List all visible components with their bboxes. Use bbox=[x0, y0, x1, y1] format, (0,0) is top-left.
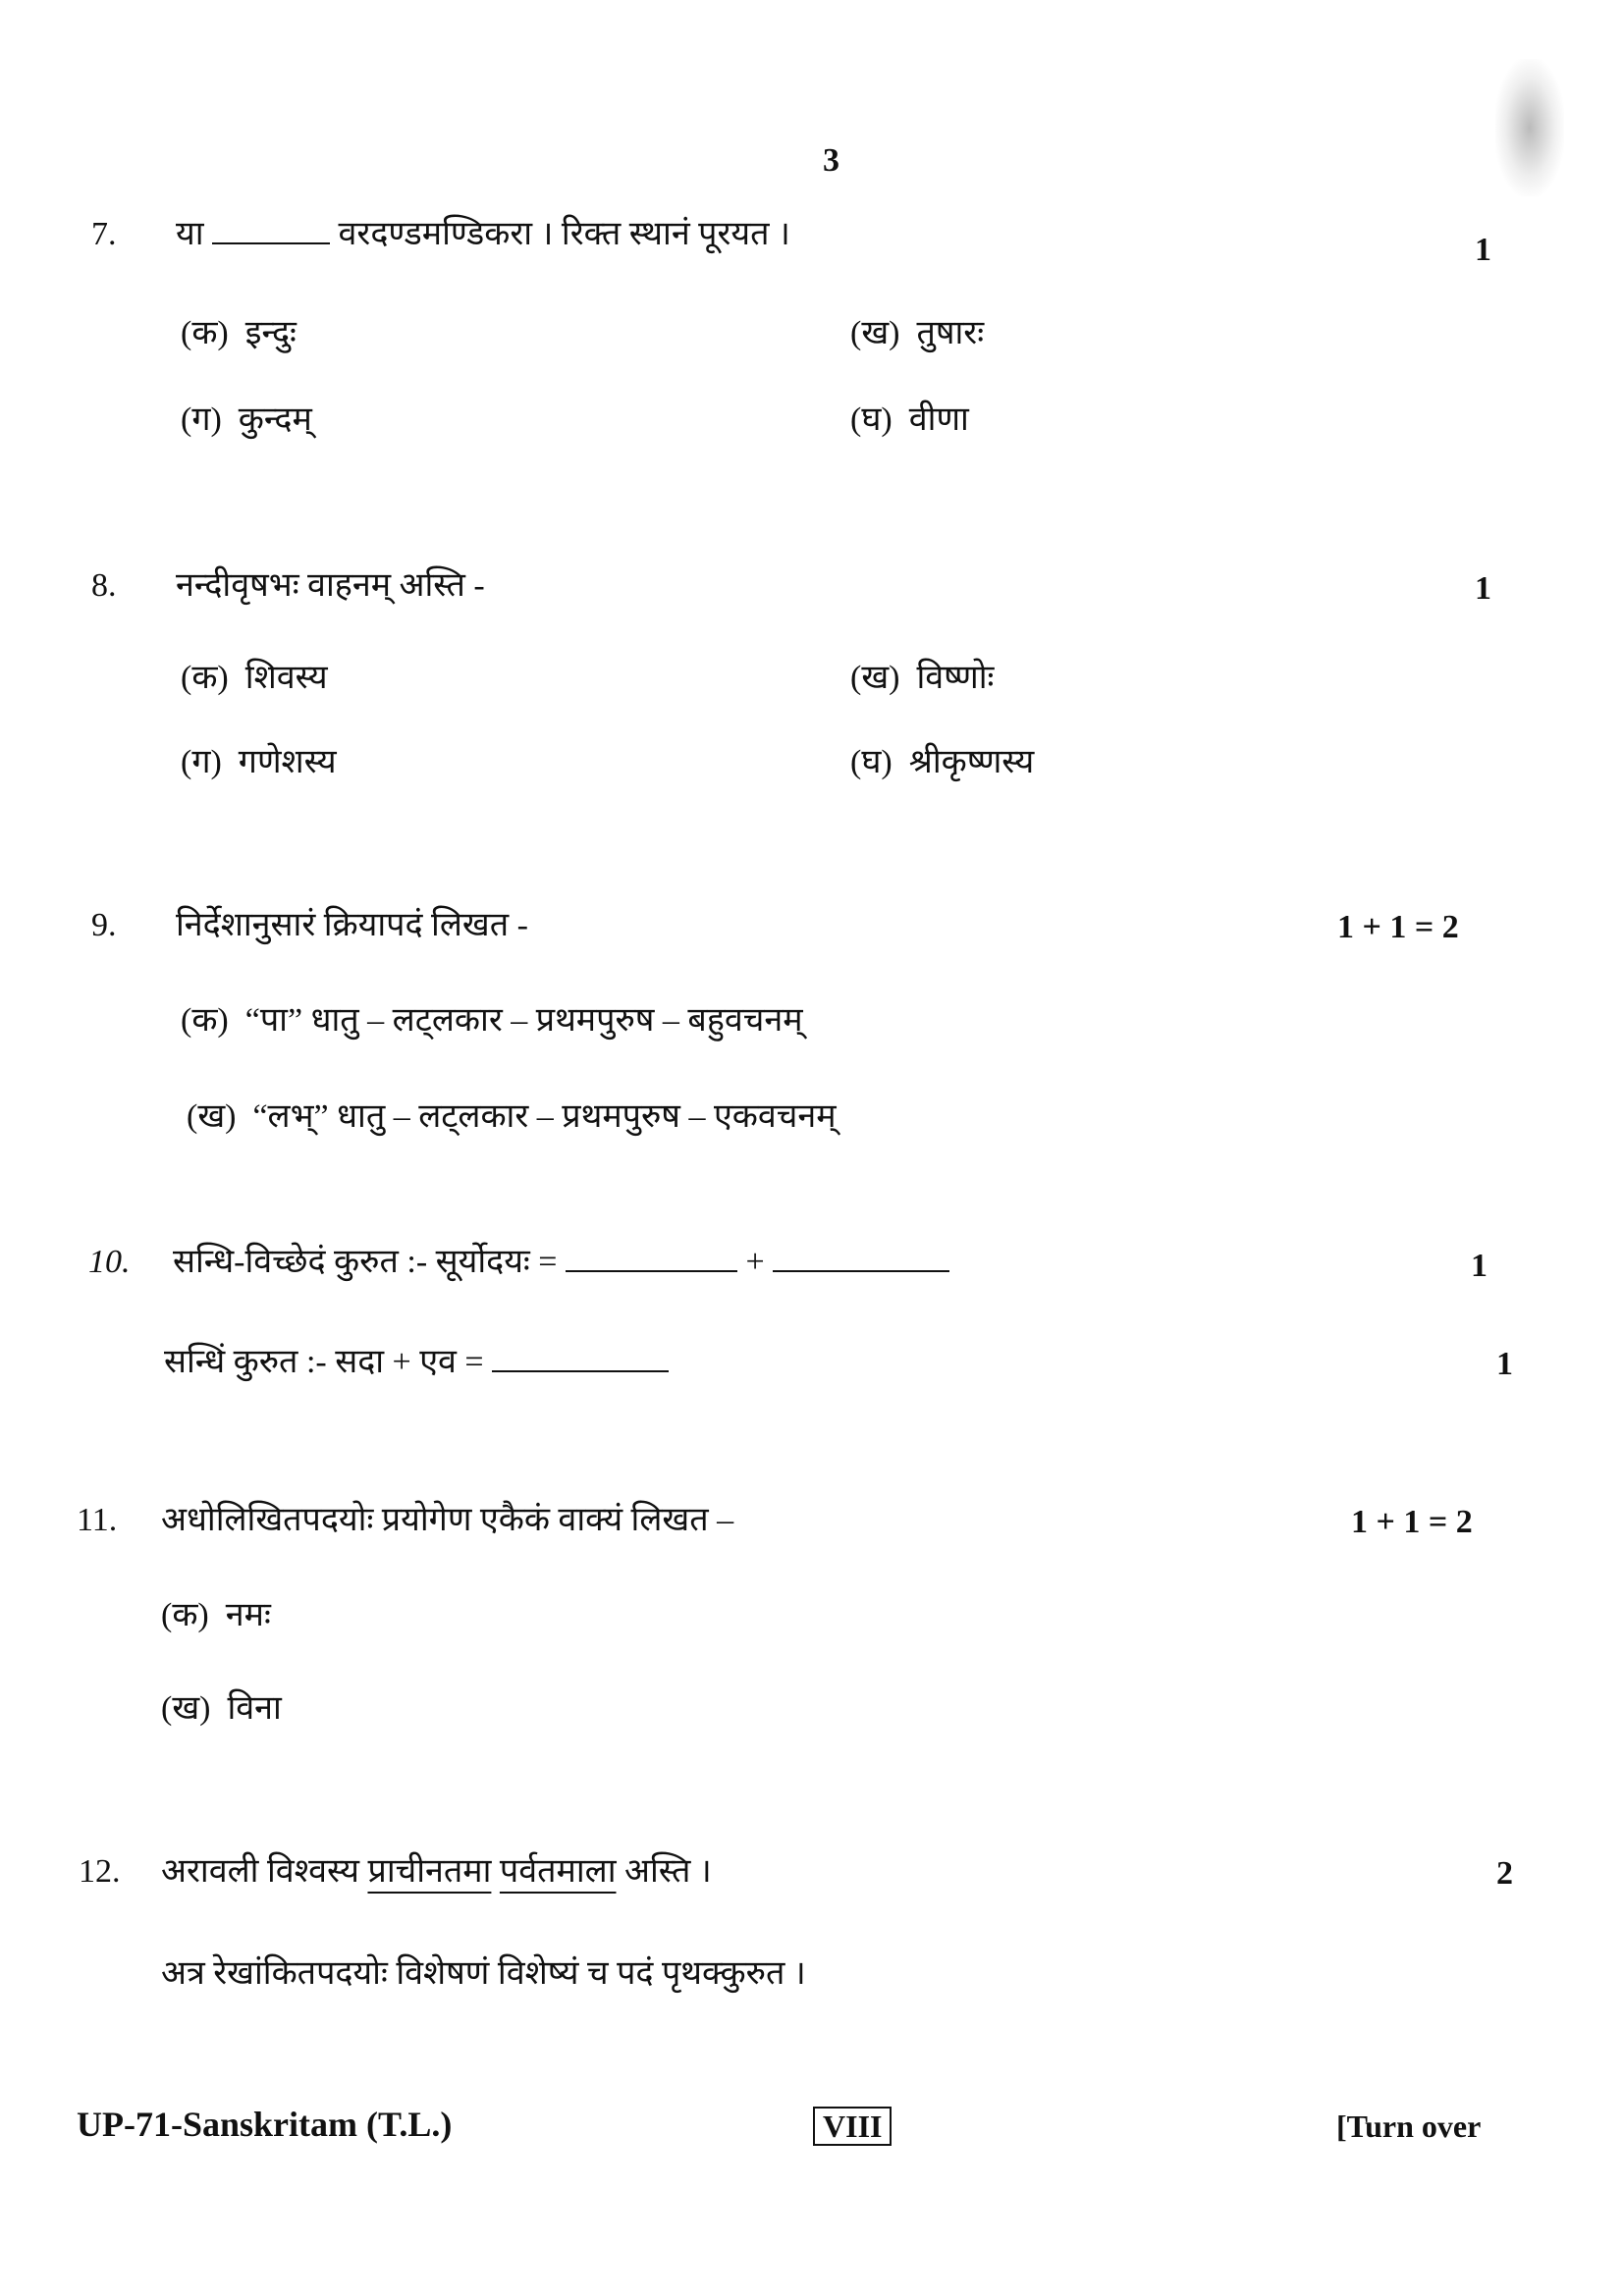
option: (क) शिवस्य bbox=[181, 660, 328, 696]
option: (ग) कुन्दम् bbox=[181, 401, 312, 438]
option: (ख) तुषारः bbox=[850, 315, 985, 351]
question-text-post: वरदण्डमण्डिकरा । रिक्त स्थानं पूरयत । bbox=[338, 216, 790, 252]
option: (ख) विना bbox=[161, 1690, 282, 1727]
question-instruction: अत्र रेखांकितपदयोः विशेषणं विशेष्यं च पदं पृथक्कुरुत । bbox=[161, 1955, 806, 1992]
paper-code: UP-71-Sanskritam (T.L.) bbox=[77, 2105, 453, 2144]
question-number: 7. bbox=[91, 216, 117, 252]
question-text-pre: या bbox=[176, 216, 204, 252]
option: (ग) गणेशस्य bbox=[181, 744, 337, 780]
question-text: अधोलिखितपदयोः प्रयोगेण एकैकं वाक्यं लिखत – bbox=[161, 1502, 734, 1538]
question-number: 9. bbox=[91, 907, 117, 943]
sub-question-label: सन्धिं कुरुत :- सदा + एव = bbox=[164, 1344, 484, 1380]
option: (क) इन्दुः bbox=[181, 315, 297, 351]
option: (क) “पा” धातु – लट्लकार – प्रथमपुरुष – बहुवचनम् bbox=[181, 1002, 803, 1039]
question-text-main: सन्धि-विच्छेदं कुरुत :- सूर्योदयः = bbox=[173, 1244, 558, 1280]
marks: 2 bbox=[1496, 1855, 1513, 1892]
marks: 1 bbox=[1471, 1248, 1488, 1284]
question-number: 11. bbox=[77, 1502, 118, 1538]
question-text bbox=[161, 1855, 712, 1889]
option: (ख) “लभ्” धातु – लट्लकार – प्रथमपुरुष – एकवचनम् bbox=[187, 1098, 837, 1135]
marks: 1 bbox=[1475, 232, 1491, 268]
answer-blank bbox=[212, 241, 330, 244]
underlined-word: प्राचीनतमा bbox=[367, 1853, 492, 1890]
plus-sign: + bbox=[745, 1244, 765, 1280]
turn-over-label: [Turn over bbox=[1336, 2109, 1482, 2144]
question-number: 12. bbox=[79, 1853, 121, 1890]
question-text bbox=[173, 1246, 949, 1279]
underlined-word: पर्वतमाला bbox=[499, 1853, 617, 1890]
scan-smudge bbox=[1495, 59, 1564, 196]
answer-blank bbox=[492, 1369, 669, 1372]
set-number-box: VIII bbox=[813, 2107, 892, 2146]
option: (ख) विष्णोः bbox=[850, 660, 995, 696]
option: (घ) वीणा bbox=[850, 401, 969, 438]
question-number: 10. bbox=[88, 1244, 131, 1280]
question-text: निर्देशानुसारं क्रियापदं लिखत - bbox=[176, 907, 528, 943]
answer-blank bbox=[566, 1269, 737, 1272]
marks: 1 + 1 = 2 bbox=[1351, 1504, 1473, 1540]
question-text: नन्दीवृषभः वाहनम् अस्ति - bbox=[176, 567, 485, 604]
question-text-pre: अरावली विश्वस्य bbox=[161, 1853, 359, 1890]
question-text bbox=[176, 218, 790, 251]
marks: 1 bbox=[1496, 1346, 1513, 1382]
question-text-post: अस्ति । bbox=[624, 1853, 712, 1890]
question-number: 8. bbox=[91, 567, 117, 604]
answer-blank bbox=[773, 1269, 949, 1272]
option: (क) नमः bbox=[161, 1597, 271, 1633]
sub-question-text bbox=[164, 1346, 669, 1379]
marks: 1 bbox=[1475, 570, 1491, 607]
marks: 1 + 1 = 2 bbox=[1337, 909, 1459, 945]
page-number: 3 bbox=[823, 142, 839, 179]
option: (घ) श्रीकृष्णस्य bbox=[850, 744, 1035, 780]
